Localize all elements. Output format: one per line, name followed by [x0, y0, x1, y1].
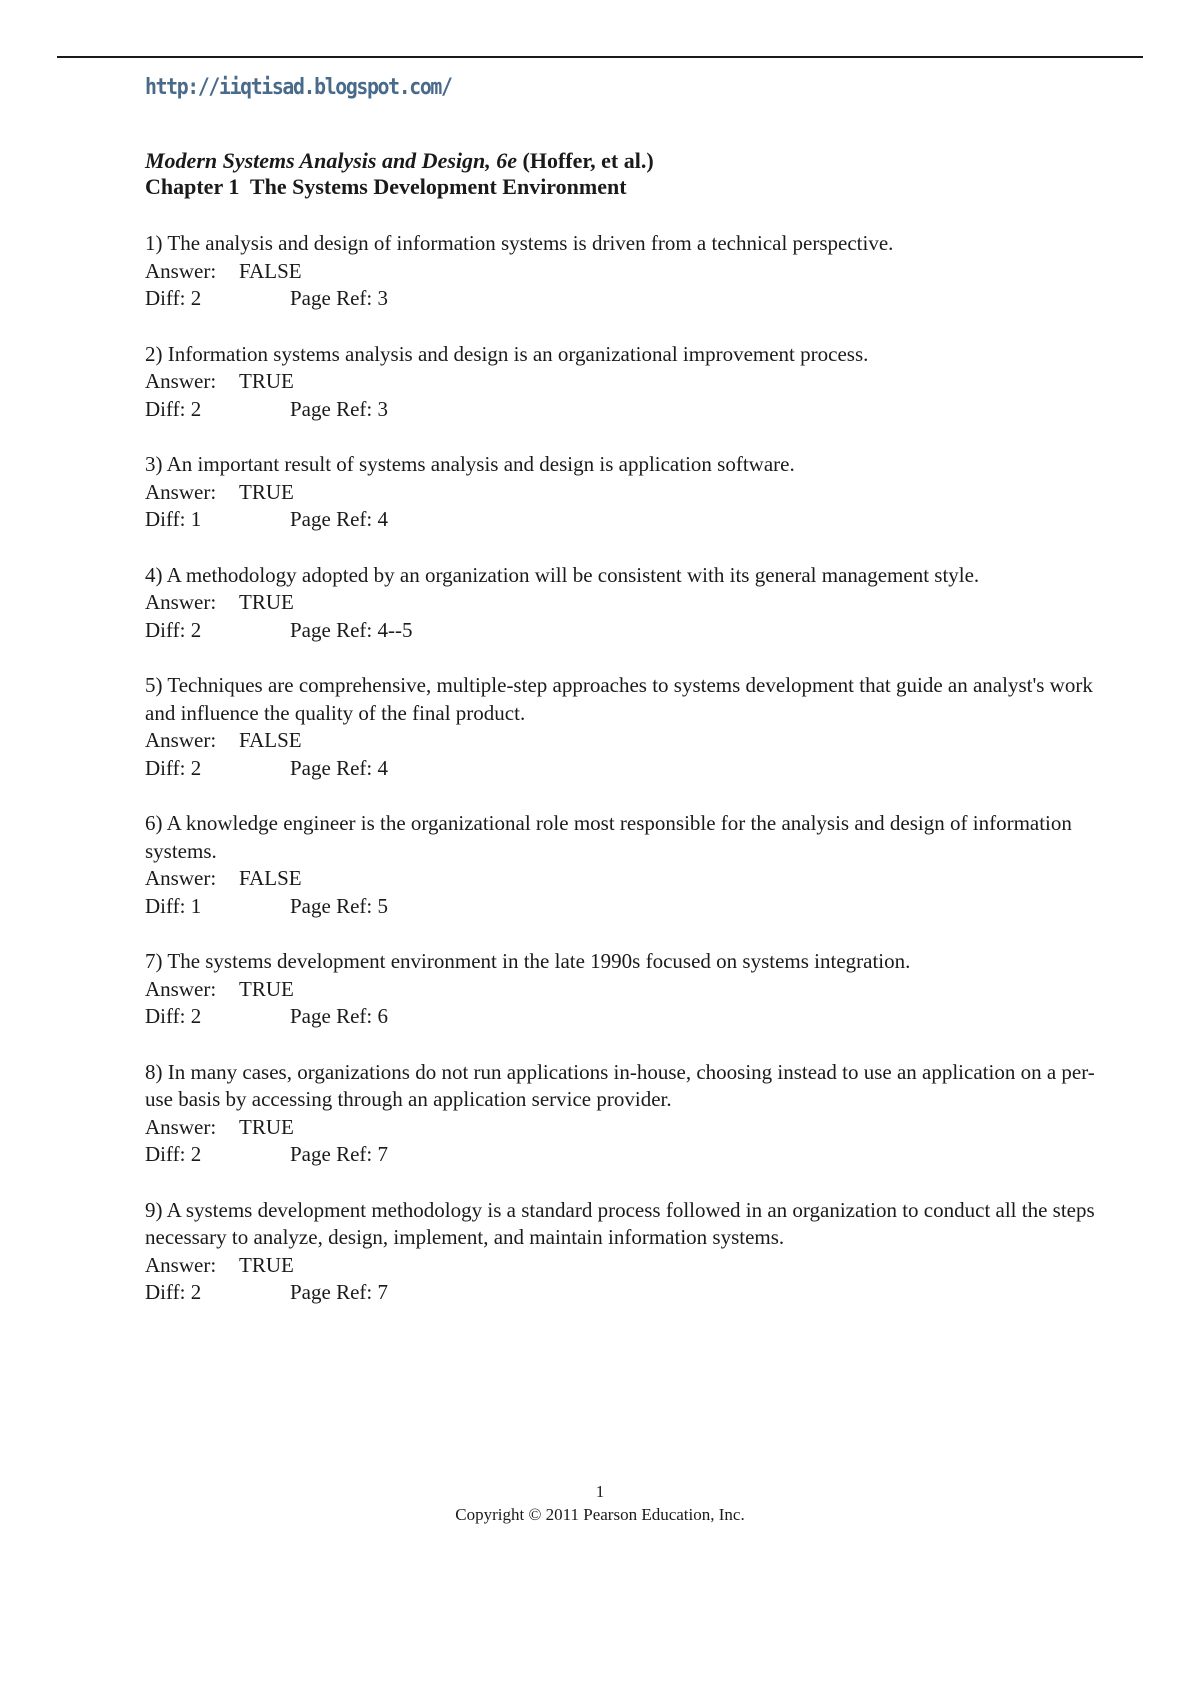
- answer-value: TRUE: [239, 1114, 294, 1139]
- question-item: [145, 948, 1095, 1031]
- question-list: [145, 230, 1095, 1307]
- question-item: [145, 1197, 1095, 1307]
- difficulty: Diff: 2: [145, 1004, 202, 1028]
- answer-label: Answer:: [145, 258, 217, 283]
- answer-line: [145, 976, 1095, 1004]
- answer-line: [145, 1114, 1095, 1142]
- difficulty: Diff: 1: [145, 507, 202, 531]
- question-item: [145, 1059, 1095, 1169]
- authors: (Hoffer, et al.): [522, 148, 654, 173]
- page-ref-label: Page Ref:: [290, 1280, 373, 1304]
- answer-line: [145, 727, 1095, 755]
- answer-value: TRUE: [239, 1252, 294, 1277]
- question-text: 7) The systems development environment in the late 1990s focused on systems integration.: [145, 949, 911, 973]
- difficulty: Diff: 2: [145, 617, 202, 642]
- meta-line: [145, 893, 1095, 921]
- question-item: [145, 341, 1095, 424]
- meta-line: [145, 1003, 1095, 1031]
- page-ref-value: 3: [377, 286, 388, 310]
- answer-line: [145, 865, 1095, 893]
- meta-line: [145, 755, 1095, 783]
- question-text: 8) In many cases, organizations do not run applications in-house, choosing instead to use an application on a per-use basis by accessing through an application service provider.: [145, 1059, 1095, 1111]
- question-text: 4) A methodology adopted by an organization will be consistent with its general management style.: [145, 562, 980, 587]
- answer-line: [145, 589, 1095, 617]
- page-ref-label: Page Ref:: [290, 396, 373, 421]
- answer-label: Answer:: [145, 866, 217, 890]
- book-title: Modern Systems Analysis and Design, 6e: [145, 148, 518, 173]
- answer-label: Answer:: [145, 976, 217, 1001]
- difficulty: Diff: 2: [145, 1142, 202, 1166]
- meta-line: [145, 506, 1095, 534]
- difficulty: Diff: 2: [145, 396, 202, 421]
- question-item: [145, 562, 1095, 645]
- question-item: [145, 672, 1095, 782]
- answer-line: [145, 368, 1095, 396]
- answer-value: TRUE: [239, 369, 294, 393]
- answer-label: Answer:: [145, 1114, 217, 1139]
- page-content: [145, 70, 1095, 1335]
- chapter-title: Chapter 1 The Systems Development Environment: [145, 174, 627, 199]
- page-ref-label: Page Ref:: [290, 617, 373, 642]
- blog-url-link[interactable]: http://iiqtisad.blogspot.com/: [145, 75, 452, 100]
- page-ref-label: Page Ref:: [290, 893, 373, 918]
- answer-label: Answer:: [145, 369, 217, 393]
- page-ref-value: 7: [377, 1280, 388, 1304]
- page-ref-value: 7: [377, 1142, 388, 1166]
- meta-line: [145, 1279, 1095, 1307]
- meta-line: [145, 285, 1095, 313]
- answer-label: Answer:: [145, 590, 217, 614]
- page-ref-value: 4--5: [377, 617, 413, 642]
- page-ref-label: Page Ref:: [290, 1004, 373, 1028]
- difficulty: Diff: 2: [145, 286, 202, 310]
- page-ref-label: Page Ref:: [290, 755, 373, 780]
- answer-line: [145, 1252, 1095, 1280]
- question-item: [145, 451, 1095, 534]
- meta-line: [145, 396, 1095, 424]
- question-item: [145, 230, 1095, 313]
- question-text: 1) The analysis and design of information systems is driven from a technical perspective.: [145, 231, 894, 255]
- answer-value: FALSE: [239, 728, 302, 752]
- top-rule: [57, 56, 1143, 58]
- meta-line: [145, 1141, 1095, 1169]
- document-header: [145, 148, 1095, 200]
- answer-value: TRUE: [239, 590, 294, 614]
- answer-line: [145, 479, 1095, 507]
- answer-label: Answer:: [145, 1252, 217, 1277]
- question-item: [145, 810, 1095, 920]
- difficulty: Diff: 2: [145, 755, 202, 780]
- page-ref-value: 4: [377, 755, 388, 780]
- difficulty: Diff: 2: [145, 1280, 202, 1304]
- book-title-line: [145, 148, 1095, 174]
- page-ref-label: Page Ref:: [290, 507, 373, 531]
- question-text: 3) An important result of systems analysis and design is application software.: [145, 452, 795, 476]
- page-number: 1: [595, 1482, 605, 1501]
- answer-value: TRUE: [239, 479, 294, 504]
- question-text: 5) Techniques are comprehensive, multiple-step approaches to systems development that guide an analyst's work and influence the quality of the final product.: [145, 673, 1093, 725]
- answer-label: Answer:: [145, 728, 217, 752]
- answer-value: FALSE: [239, 258, 302, 283]
- page-ref-value: 5: [377, 893, 388, 918]
- page-ref-value: 3: [377, 396, 388, 421]
- page-ref-value: 6: [377, 1004, 388, 1028]
- answer-value: TRUE: [239, 976, 294, 1001]
- page-ref-value: 4: [377, 507, 388, 531]
- copyright-notice: Copyright © 2011 Pearson Education, Inc.: [455, 1505, 745, 1524]
- answer-line: [145, 258, 1095, 286]
- question-text: 2) Information systems analysis and design is an organizational improvement process.: [145, 341, 869, 366]
- difficulty: Diff: 1: [145, 893, 202, 918]
- answer-label: Answer:: [145, 479, 217, 504]
- page-footer: [0, 1480, 1200, 1526]
- meta-line: [145, 617, 1095, 645]
- question-text: 9) A systems development methodology is a standard process followed in an organization to conduct all the steps necessary to analyze, design, implement, and maintain information systems.: [145, 1197, 1095, 1249]
- page-ref-label: Page Ref:: [290, 286, 373, 310]
- question-text: 6) A knowledge engineer is the organizational role most responsible for the analysis and design of information systems.: [145, 811, 1072, 863]
- answer-value: FALSE: [239, 866, 302, 890]
- page-ref-label: Page Ref:: [290, 1142, 373, 1166]
